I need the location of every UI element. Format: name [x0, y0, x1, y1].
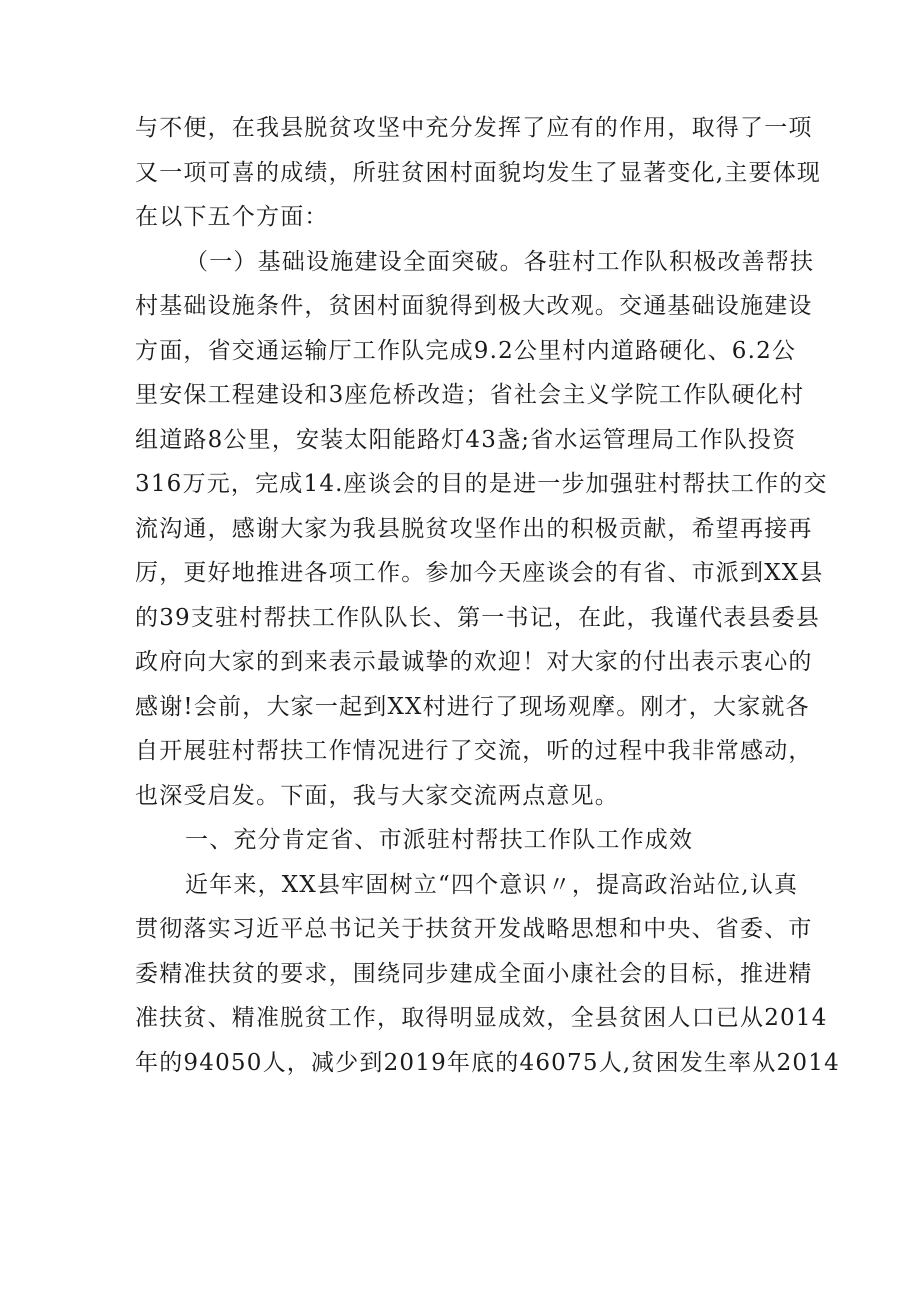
text-line: 政府向大家的到来表示最诚挚的欢迎！对大家的付出表示衷心的 — [135, 649, 813, 675]
text-line: 的39支驻村帮扶工作队队长、第一书记，在此，我谨代表县委县 — [135, 604, 821, 631]
text-line: 村基础设施条件，贫困村面貌得到极大改观。交通基础设施建设 — [135, 293, 813, 319]
text-line: 又一项可喜的成绩，所驻贫困村面貌均发生了显著变化,主要体现 — [135, 159, 822, 186]
text-line: 年的94050人，减少到2019年底的46075人,贫困发生率从2014 — [135, 1049, 840, 1076]
section-heading-affirm-results: 一、充分肯定省、市派驻村帮扶工作队工作成效 — [185, 827, 694, 853]
text-line: 316万元，完成14.座谈会的目的是进一步加强驻村帮扶工作的交 — [135, 471, 828, 497]
text-line: 里安保工程建设和3座危桥改造；省社会主义学院工作队硬化村 — [135, 382, 805, 408]
text-line: 也深受启发。下面，我与大家交流两点意见。 — [135, 782, 619, 809]
text-line: 感谢!会前，大家一起到XX村进行了现场观摩。刚才，大家就各 — [135, 693, 810, 720]
text-line: 在以下五个方面： — [135, 204, 329, 230]
body-text — [135, 106, 840, 1085]
text-line: 近年来，XX县牢固树立“四个意识〃，提高政治站位,认真 — [185, 871, 799, 898]
text-line: 厉，更好地推进各项工作。参加今天座谈会的有省、市派到XX县 — [135, 560, 824, 586]
text-line: 准扶贫、精准脱贫工作，取得明显成效，全县贫困人口已从2014 — [135, 1005, 828, 1031]
text-line: 方面，省交通运输厅工作队完成9.2公里村内道路硬化、6.2公 — [135, 337, 797, 364]
text-line: 贯彻落实习近平总书记关于扶贫开发战略思想和中央、省委、市 — [135, 916, 813, 942]
text-line: 自开展驻村帮扶工作情况进行了交流，听的过程中我非常感动， — [135, 738, 813, 764]
text-line: 委精准扶贫的要求，围绕同步建成全面小康社会的目标，推进精 — [135, 960, 813, 987]
text-line: 流沟通，感谢大家为我县脱贫攻坚作出的积极贡献，希望再接再 — [135, 515, 813, 542]
text-line: 组道路8公里，安装太阳能路灯43盏;省水运管理局工作队投资 — [135, 426, 797, 453]
section-heading-infrastructure: （一）基础设施建设全面突破。各驻村工作队积极改善帮扶 — [185, 248, 815, 275]
text-line: 与不便，在我县脱贫攻坚中充分发挥了应有的作用，取得了一项 — [135, 115, 813, 141]
